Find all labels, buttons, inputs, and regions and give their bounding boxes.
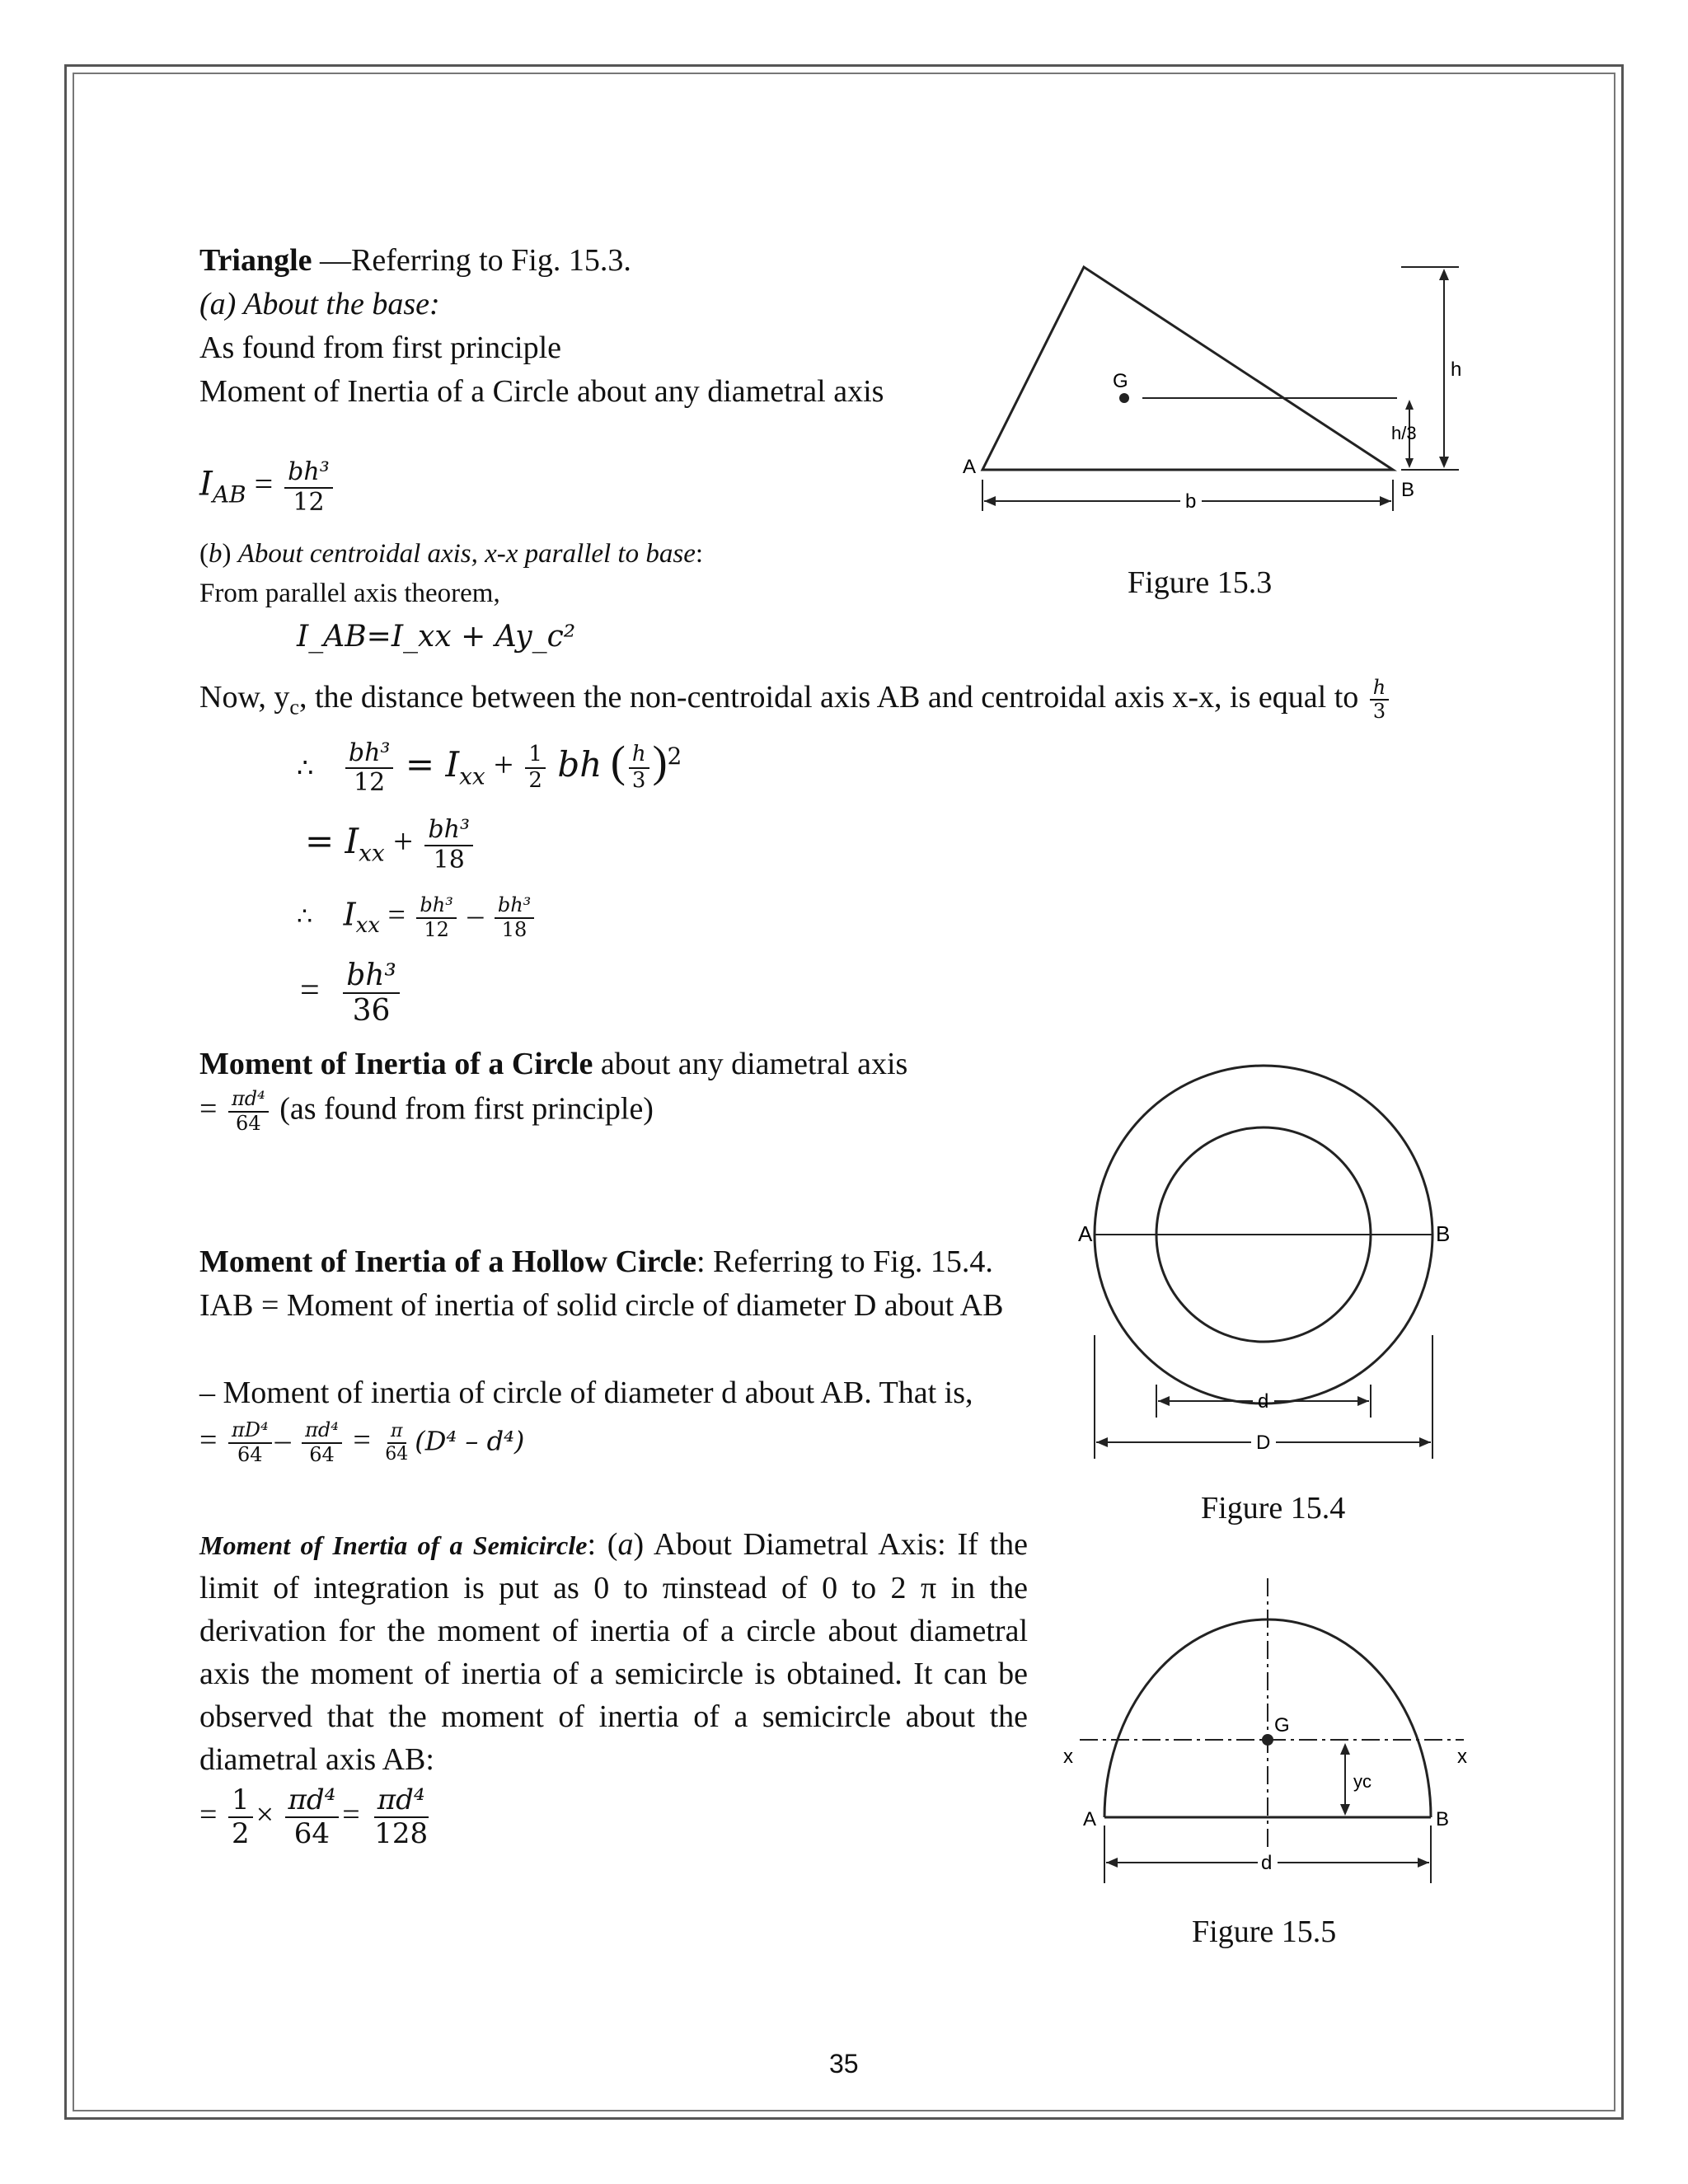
label-b-vertex: B [1401, 479, 1415, 501]
eq1-therefore: ∴ [297, 752, 314, 782]
now-frac-den: 3 [1372, 700, 1386, 724]
hollow-frac3 [382, 1421, 411, 1465]
now-text: Now, y [199, 680, 290, 715]
semi-d2: 128 [374, 1817, 429, 1851]
hollow-formula [199, 1419, 524, 1466]
circle-den: 64 [236, 1111, 261, 1135]
triangle-sub-b: (b) About centroidal axis, x-x parallel to base: [199, 539, 704, 569]
semi-label-a: A [1083, 1808, 1097, 1830]
circle-heading-line [199, 1043, 907, 1085]
label-h3: h/3 [1391, 423, 1417, 443]
hollow-tail: (D⁴ – d⁴) [415, 1425, 525, 1457]
eq4 [300, 958, 403, 1029]
eq2-num: bh³ [424, 816, 473, 846]
hollow-minus: – [274, 1422, 291, 1458]
triangle-line2: Moment of Inertia of a Circle about any diametral axis [199, 374, 884, 409]
circle-note: (as found from first principle) [271, 1091, 654, 1127]
eq2-pre: = I [305, 821, 359, 862]
eq1-mid: = I [405, 744, 460, 785]
semi-label-d: d [1261, 1852, 1273, 1874]
eq3-eq: = [379, 898, 414, 933]
semicircle-para: ) About Diametral Axis: If the limit of integration is put as 0 to πinstead of 0 to 2 π in the derivation for the moment of inertia of a circle about diametral axis the moment of inertia of a semicircle is obtained. It can be observed that the moment of inertia of a semicircle about the diametral axis AB: [199, 1527, 1029, 1777]
hollow-d1: 64 [237, 1442, 263, 1466]
eq1-den: 12 [354, 768, 386, 798]
parallel-axis-text: From parallel axis theorem, [199, 579, 500, 608]
hollow-frac2 [302, 1419, 342, 1466]
semi-n2: πd⁴ [374, 1784, 429, 1818]
hollow-d3: 64 [385, 1443, 409, 1465]
hollow-frac1 [228, 1419, 272, 1466]
eq1-half-den: 2 [528, 768, 542, 794]
semicircle-centroid-dot [1262, 1734, 1273, 1746]
hollow-line2: – Moment of inertia of circle of diameter d about AB. That is, [199, 1376, 973, 1410]
semi-label-b: B [1436, 1808, 1450, 1830]
hollow-d2: 64 [309, 1442, 335, 1466]
hollow-heading-line [199, 1240, 993, 1283]
eq1-paren-den: 3 [631, 768, 646, 794]
triangle-heading: Triangle [199, 243, 312, 278]
hollow-heading-rest: : Referring to Fig. 15.4. [696, 1244, 993, 1279]
iab-lhs: I [199, 465, 213, 504]
eq3-sub: xx [355, 912, 380, 938]
eq1-sub: xx [459, 762, 485, 790]
eq1-fraction [345, 739, 394, 798]
circle-formula [199, 1088, 654, 1135]
eq3-frac1 [416, 894, 456, 941]
now-frac-num: h [1370, 677, 1389, 701]
iab-den: 12 [293, 487, 325, 517]
semi-times: × [256, 1797, 274, 1832]
circle-fraction [228, 1088, 269, 1135]
semicircle-paragraph [199, 1523, 1028, 1781]
eq1-bh: bh [557, 744, 603, 785]
eq3-minus: – [459, 898, 491, 933]
eq3 [297, 894, 537, 941]
circle-eq: = [199, 1091, 218, 1127]
eq3-therefore: ∴ [297, 903, 313, 931]
eq1-pow: 2 [667, 743, 682, 770]
semi-frac2 [371, 1784, 431, 1850]
eq4-num: bh³ [343, 958, 400, 994]
eq3-den2: 18 [501, 917, 528, 941]
label-a: A [963, 456, 977, 478]
eq2 [305, 816, 476, 874]
sub-b-letter: b [209, 539, 223, 569]
triangle-sub-a: (a) About the base: [199, 287, 440, 321]
triangle-shape [982, 267, 1393, 470]
semi-half-den: 2 [231, 1817, 250, 1851]
sub-b-text: About centroidal axis, x-x parallel to base [237, 539, 696, 569]
label-h: h [1451, 359, 1462, 381]
iab-fraction [284, 458, 333, 517]
circle-heading-rest: about any diametral axis [593, 1047, 908, 1081]
semi-eq-mid: = [342, 1797, 360, 1832]
now-fraction [1370, 677, 1389, 724]
eq1-plus: + [485, 747, 523, 785]
semicircle-colon: : ( [587, 1527, 618, 1562]
iab-formula [199, 458, 336, 517]
semicircle-formula [199, 1784, 434, 1850]
page-number: 35 [829, 2049, 859, 2079]
iab-num: bh³ [284, 458, 333, 489]
sub-b-colon: : [695, 539, 704, 569]
hollow-n2: πd⁴ [302, 1419, 342, 1444]
eq2-sub: xx [359, 839, 385, 867]
hollow-n1: πD⁴ [228, 1419, 272, 1444]
eq1-half [525, 743, 546, 794]
semi-label-x-left: x [1063, 1746, 1073, 1768]
circle-heading: Moment of Inertia of a Circle [199, 1047, 593, 1081]
triangle-heading-rest: —Referring to Fig. 15.3. [312, 243, 631, 278]
hollow-eq: = [199, 1422, 218, 1458]
eq1-paren-num: h [629, 743, 649, 769]
hollow-label-d: d [1258, 1390, 1269, 1413]
figure-15-3-caption: Figure 15.3 [1128, 565, 1273, 600]
now-sub: c [289, 695, 299, 719]
semi-eq: = [199, 1797, 218, 1832]
now-rest: , the distance between the non-centroidal axis AB and centroidal axis x-x, is equal to [298, 680, 1359, 715]
parallel-axis-formula: I_AB=I_xx + Ay_c² [297, 620, 576, 654]
figure-15-5-semicircle [1063, 1578, 1475, 1891]
label-b-dimension: b [1185, 490, 1197, 513]
eq4-den: 36 [352, 994, 391, 1029]
figure-15-4-hollow-circle [1078, 1063, 1451, 1475]
label-g: G [1113, 370, 1128, 392]
semi-half [228, 1784, 253, 1850]
hollow-line1: IAB = Moment of inertia of solid circle of diameter D about AB [199, 1288, 1004, 1323]
hollow-label-b: B [1436, 1221, 1451, 1246]
eq3-frac2 [495, 894, 534, 941]
eq4-eq: = [300, 972, 320, 1010]
now-line [199, 676, 1392, 729]
semi-d1: 64 [293, 1817, 331, 1851]
hollow-label-D: D [1256, 1432, 1271, 1454]
eq1-num: bh³ [345, 739, 394, 770]
eq3-i: I [343, 896, 356, 933]
eq2-fraction [424, 816, 473, 874]
eq4-fraction [343, 958, 400, 1029]
hollow-label-a: A [1078, 1221, 1093, 1246]
semi-label-x-right: x [1457, 1746, 1467, 1768]
eq1: ∴ $\frac{\text{bh³}}{12}$ = $I_{xx}$ + $\frac{1}{2}$ bh ( $\frac{h}{3}$ )$^2$ [297, 737, 682, 798]
eq3-den1: 12 [424, 917, 449, 941]
eq1-half-num: 1 [525, 743, 546, 769]
hollow-eq-mid: = [345, 1422, 379, 1458]
semi-n1: πd⁴ [285, 1784, 340, 1818]
semi-half-num: 1 [228, 1784, 253, 1818]
figure-15-5-caption: Figure 15.5 [1192, 1915, 1337, 1949]
eq3-num1: bh³ [416, 894, 456, 919]
triangle-line1: As found from first principle [199, 330, 562, 365]
iab-eq: = [246, 465, 282, 503]
eq2-plus: + [384, 823, 422, 862]
eq2-den: 18 [433, 845, 465, 874]
semi-frac1 [285, 1784, 340, 1850]
eq3-num2: bh³ [495, 894, 534, 919]
figure-15-3-triangle [956, 247, 1484, 527]
figure-15-4-caption: Figure 15.4 [1201, 1491, 1346, 1526]
centroid-g-dot [1119, 393, 1129, 403]
semicircle-a: a [617, 1527, 634, 1562]
eq1-paren-frac [629, 743, 649, 794]
semi-label-yc: yc [1353, 1771, 1372, 1792]
semi-label-g: G [1274, 1714, 1290, 1736]
circle-num: πd⁴ [228, 1088, 269, 1113]
iab-sub: AB [212, 480, 246, 509]
hollow-n3: π [387, 1421, 406, 1443]
triangle-heading-line [199, 239, 631, 282]
hollow-heading: Moment of Inertia of a Hollow Circle [199, 1244, 696, 1279]
semicircle-heading: Moment of Inertia of a Semicircle [199, 1530, 588, 1560]
